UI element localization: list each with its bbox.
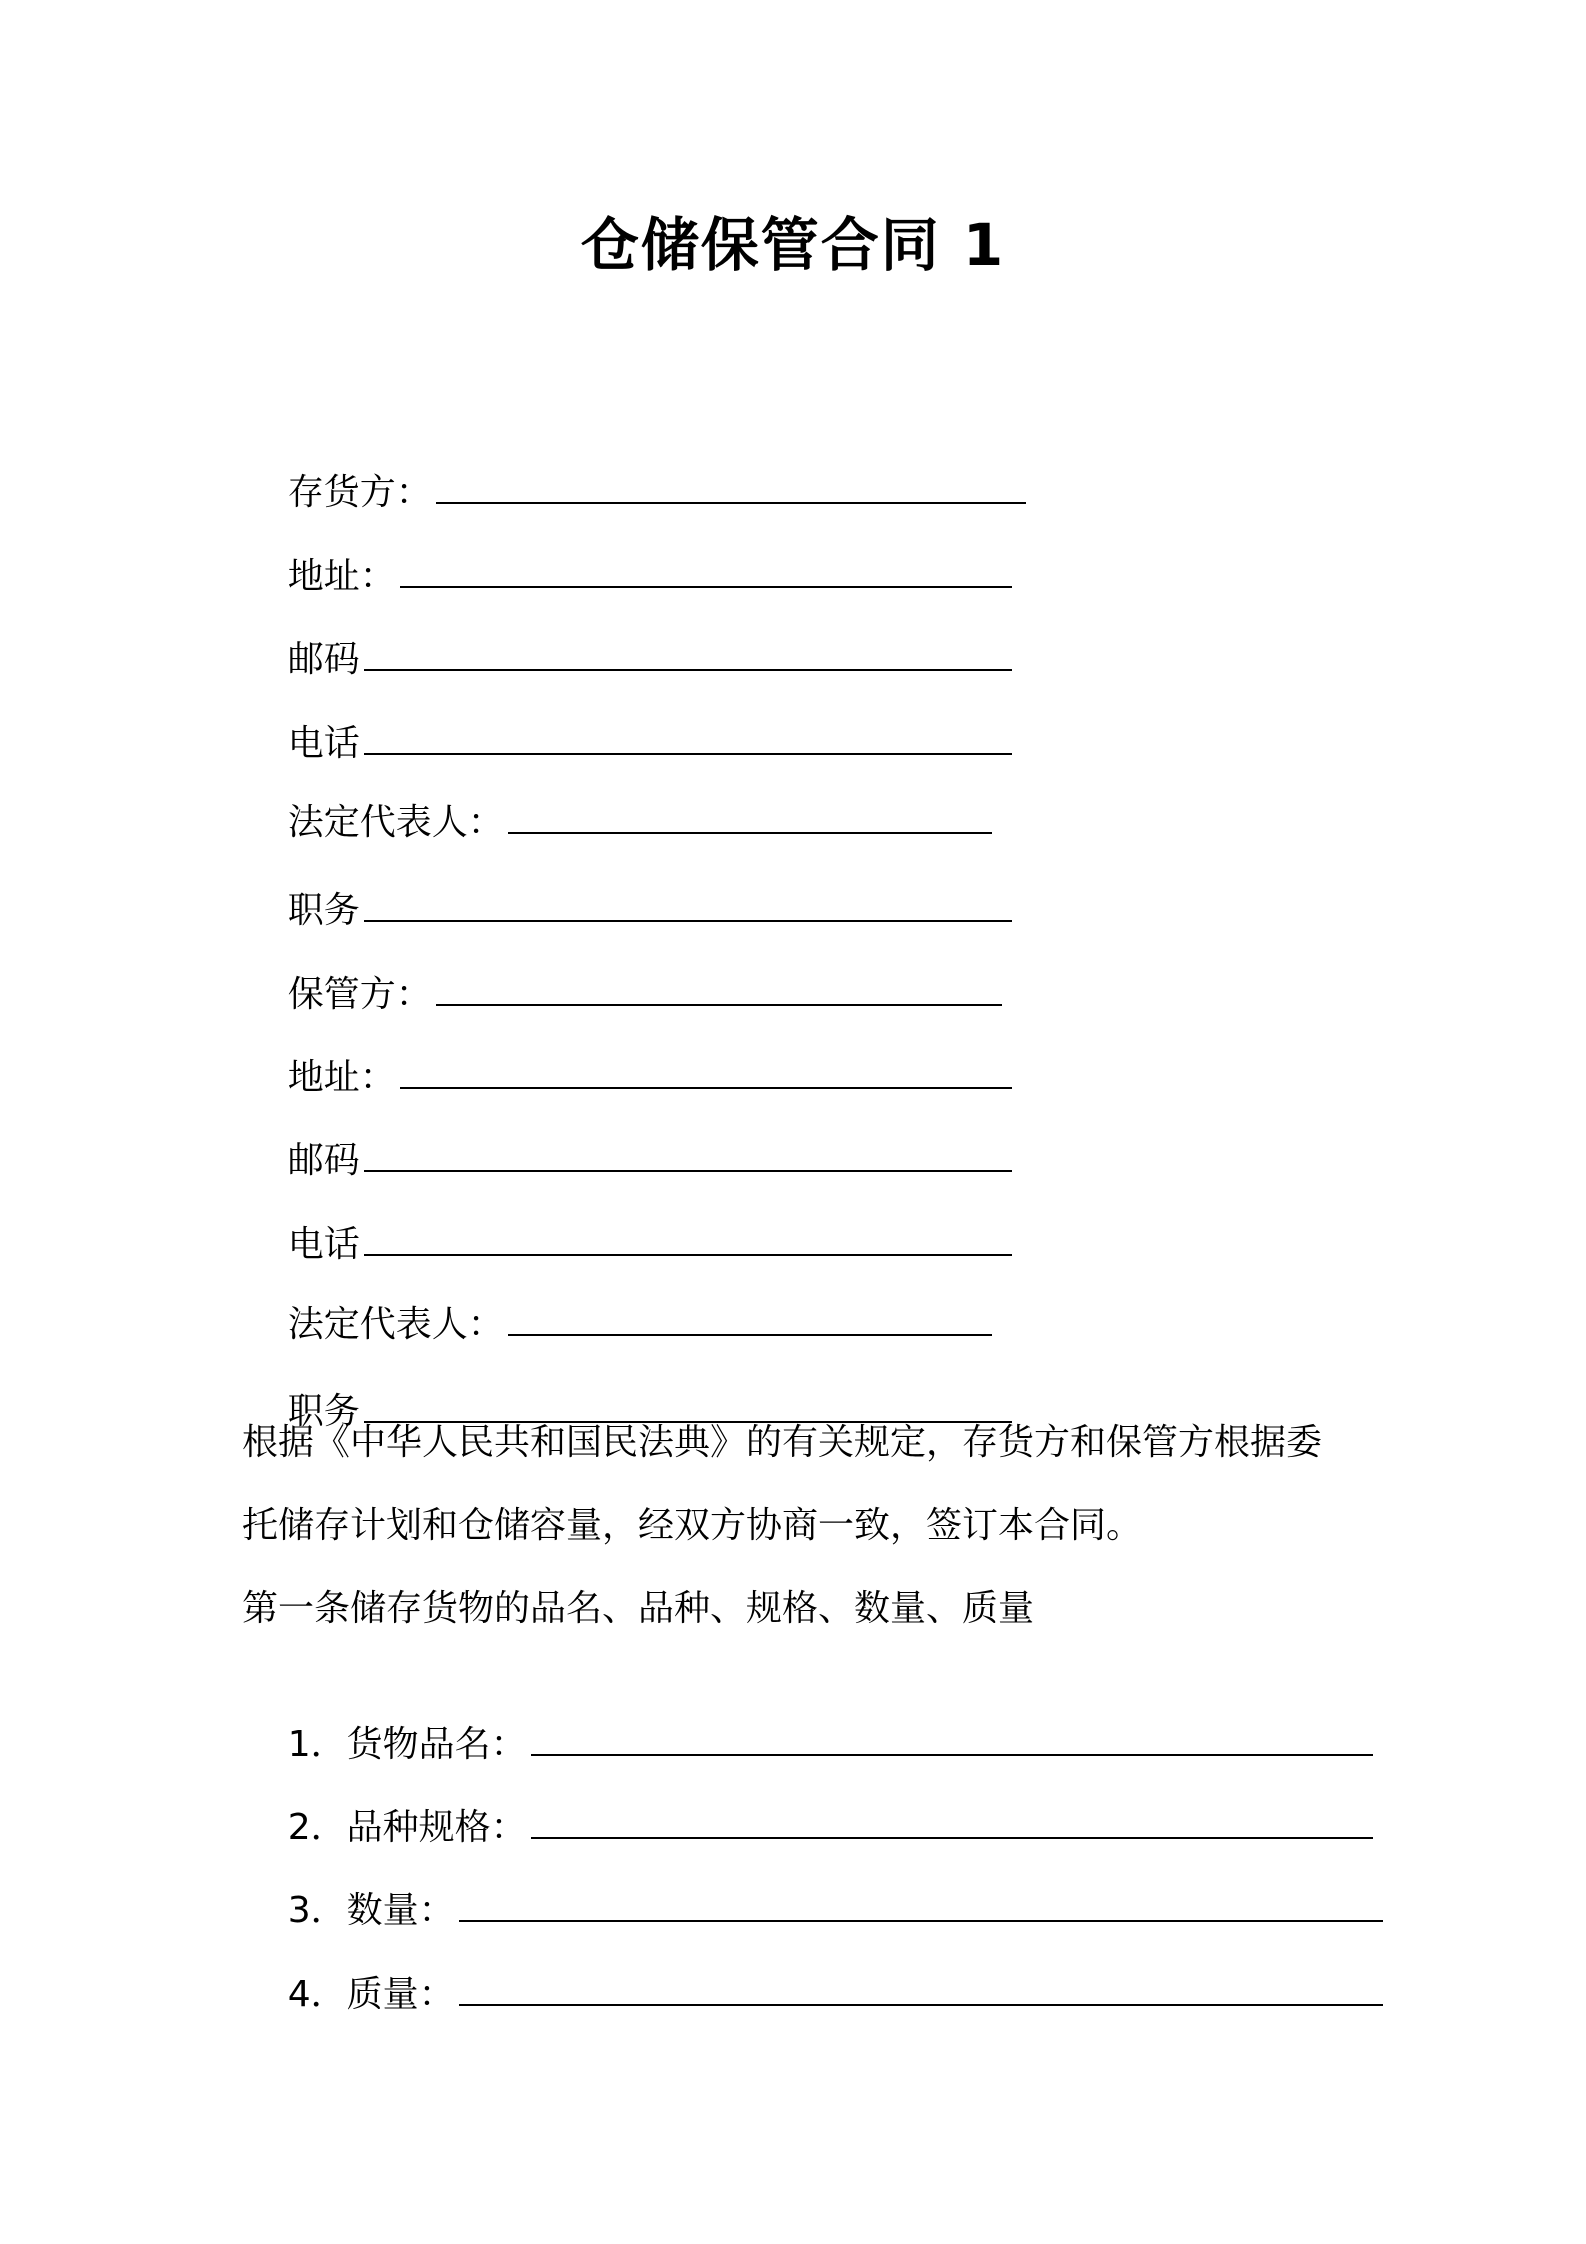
custodian-phone-label: 电话 [287, 1224, 360, 1265]
custodian-position-label: 职务 [287, 1391, 360, 1432]
article-1-item-blank[interactable] [459, 1886, 1383, 1922]
custodian-postcode-label: 邮码 [287, 1140, 360, 1181]
depositor-position-blank[interactable] [364, 886, 1012, 922]
depositor-legal-rep-blank[interactable] [508, 798, 992, 834]
article-1-item-label: 3．数量： [287, 1890, 455, 1931]
custodian-party-label: 保管方： [287, 974, 432, 1015]
page-title: 仓储保管合同 1 [580, 211, 1006, 279]
depositor-phone-label: 电话 [287, 723, 360, 764]
article-1-heading: 第一条储存货物的品名、品种、规格、数量、质量 [242, 1588, 1035, 1629]
article-1-item-label: 4．质量： [287, 1974, 455, 2015]
custodian-legal-rep-blank[interactable] [508, 1300, 992, 1336]
article-1-item-blank[interactable] [531, 1720, 1373, 1756]
depositor-party-blank[interactable] [436, 468, 1026, 504]
custodian-legal-rep-label: 法定代表人： [287, 1304, 504, 1345]
custodian-address-blank[interactable] [400, 1053, 1012, 1089]
article-1-item-blank[interactable] [531, 1803, 1373, 1839]
custodian-postcode-blank[interactable] [364, 1136, 1012, 1172]
custodian-party-blank[interactable] [436, 970, 1002, 1006]
depositor-postcode-label: 邮码 [287, 639, 360, 680]
depositor-party-label: 存货方： [287, 472, 432, 513]
article-1-item-label: 2．品种规格： [287, 1807, 527, 1848]
depositor-position-label: 职务 [287, 890, 360, 931]
depositor-postcode-blank[interactable] [364, 635, 1012, 671]
article-1-item-label: 1．货物品名： [287, 1724, 527, 1765]
article-1-item [242, 1920, 1383, 2070]
preamble-line-2: 托储存计划和仓储容量，经双方协商一致，签订本合同。 [242, 1505, 1143, 1546]
depositor-address-blank[interactable] [400, 552, 1012, 588]
preamble-line-1: 根据《中华人民共和国民法典》的有关规定，存货方和保管方根据委 [242, 1422, 1323, 1463]
depositor-legal-rep-label: 法定代表人： [287, 802, 504, 843]
depositor-address-label: 地址： [287, 556, 396, 597]
article-1-item-blank[interactable] [459, 1970, 1383, 2006]
custodian-address-label: 地址： [287, 1057, 396, 1098]
